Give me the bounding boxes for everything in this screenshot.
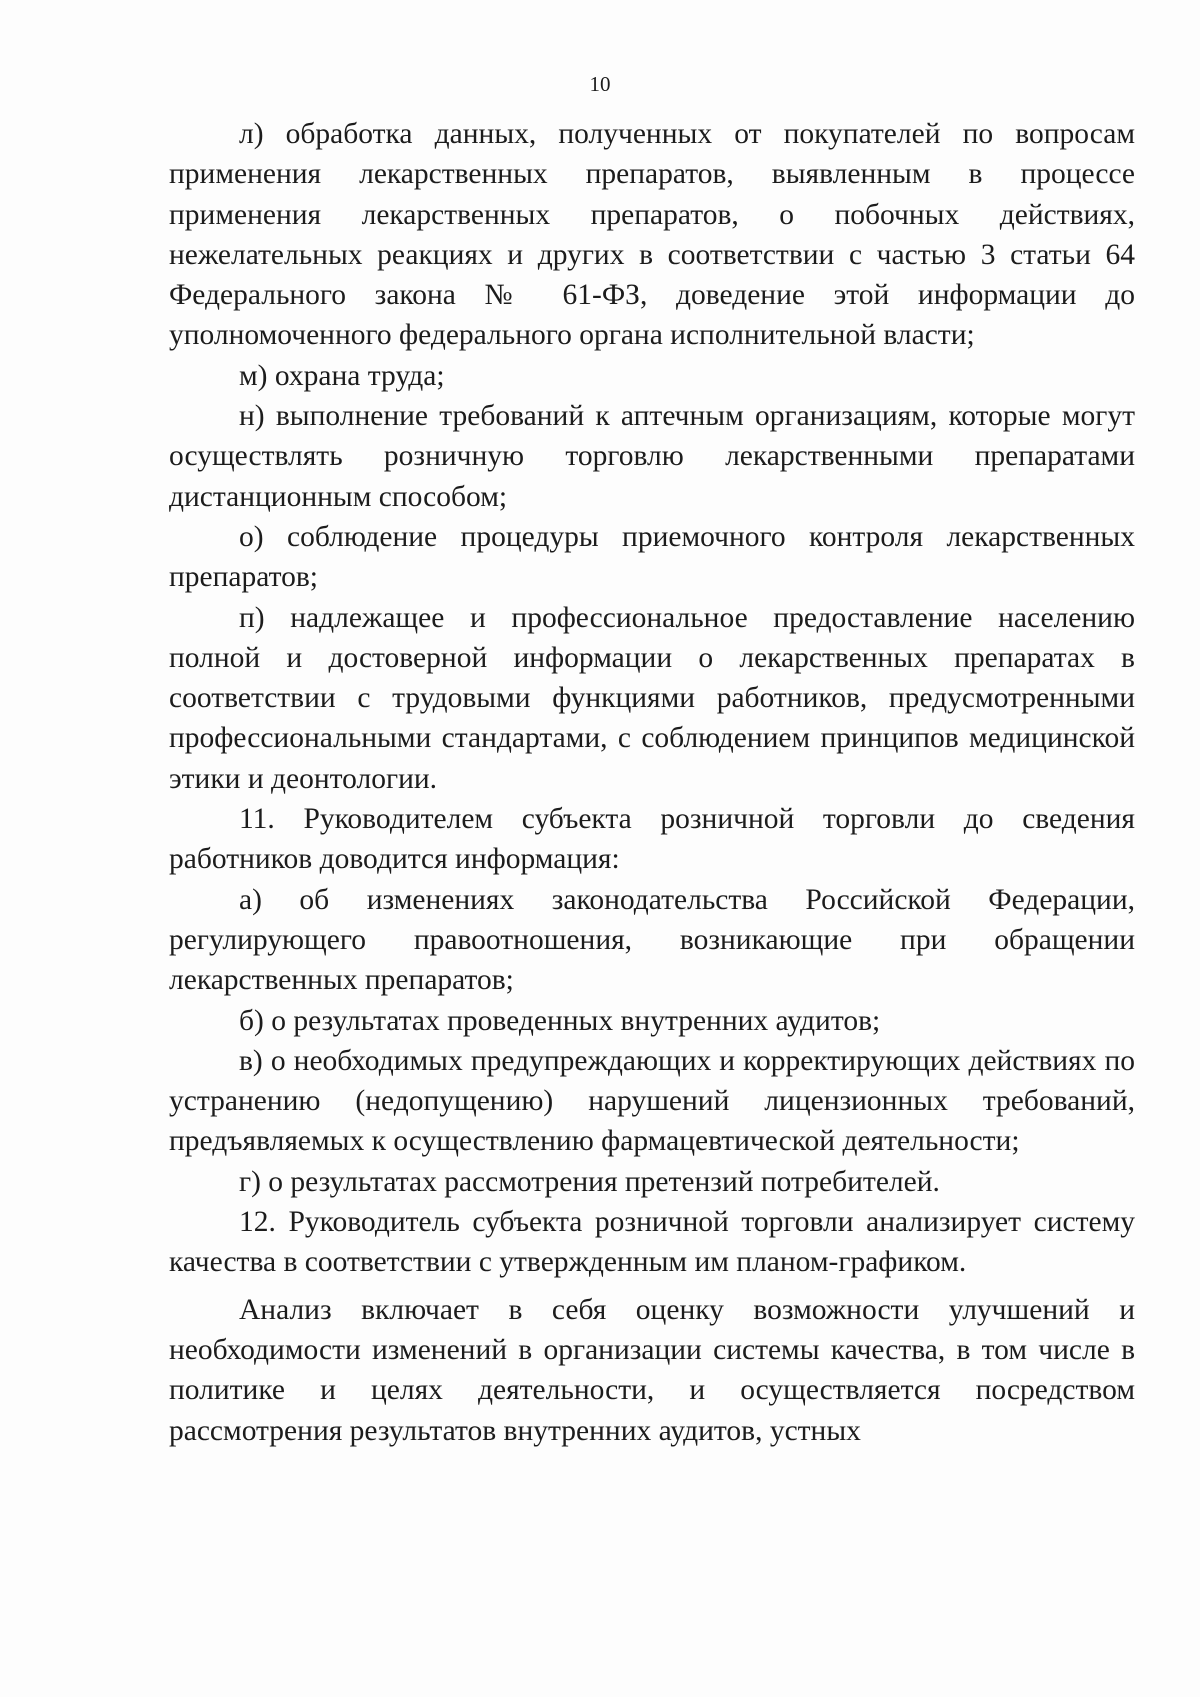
paragraph-item-g: г) о результатах рассмотрения претензий потребителей. <box>239 1165 940 1198</box>
paragraph-clause-11: 11. Руководителем субъекта розничной торговли до сведения работников доводится информация: <box>169 803 1135 876</box>
paragraph-item-v: в) о необходимых предупреждающих и корректирующих действиях по устранению (недопущению) нарушений лицензионных требований, предъявляемых к осуществлению фармацевтической деятельности; <box>169 1044 1135 1158</box>
paragraph-item-a: а) об изменениях законодательства Российской Федерации, регулирующего правоотношения, возникающие при обращении лекарственных препаратов; <box>169 883 1135 997</box>
paragraph-item-m: м) охрана труда; <box>239 359 445 392</box>
paragraph-clause-12: 12. Руководитель субъекта розничной торговли анализирует систему качества в соответствии с утвержденным им планом-графиком. <box>169 1206 1135 1279</box>
page-number: 10 <box>589 72 611 96</box>
paragraph-item-b: б) о результатах проведенных внутренних аудитов; <box>239 1004 881 1037</box>
paragraph-item-l: л) обработка данных, полученных от покупателей по вопросам применения лекарственных препаратов, выявленным в процессе применения лекарственных препаратов, о побочных действиях, нежелательных реакциях и других в соответствии с частью 3 статьи 64 Федерального закона № 61-ФЗ, доведение этой информации до уполномоченного федерального органа исполнительной власти; <box>169 118 1135 352</box>
paragraph-item-o: о) соблюдение процедуры приемочного контроля лекарственных препаратов; <box>169 520 1135 594</box>
document-body <box>169 114 1135 1451</box>
paragraph-analysis: Анализ включает в себя оценку возможности улучшений и необходимости изменений в организации системы качества, в том числе в политике и целях деятельности, и осуществляется посредством рассмотрения результатов внутренних аудитов, устных <box>169 1293 1135 1447</box>
paragraph-item-n: н) выполнение требований к аптечным организациям, которые могут осуществлять розничную торговлю лекарственными препаратами дистанционным способом; <box>169 400 1135 513</box>
paragraph-item-p: п) надлежащее и профессиональное предоставление населению полной и достоверной информации о лекарственных препаратах в соответствии с трудовыми функциями работников, предусмотренными профессиональными стандартами, с соблюдением принципов медицинской этики и деонтологии. <box>169 601 1135 795</box>
